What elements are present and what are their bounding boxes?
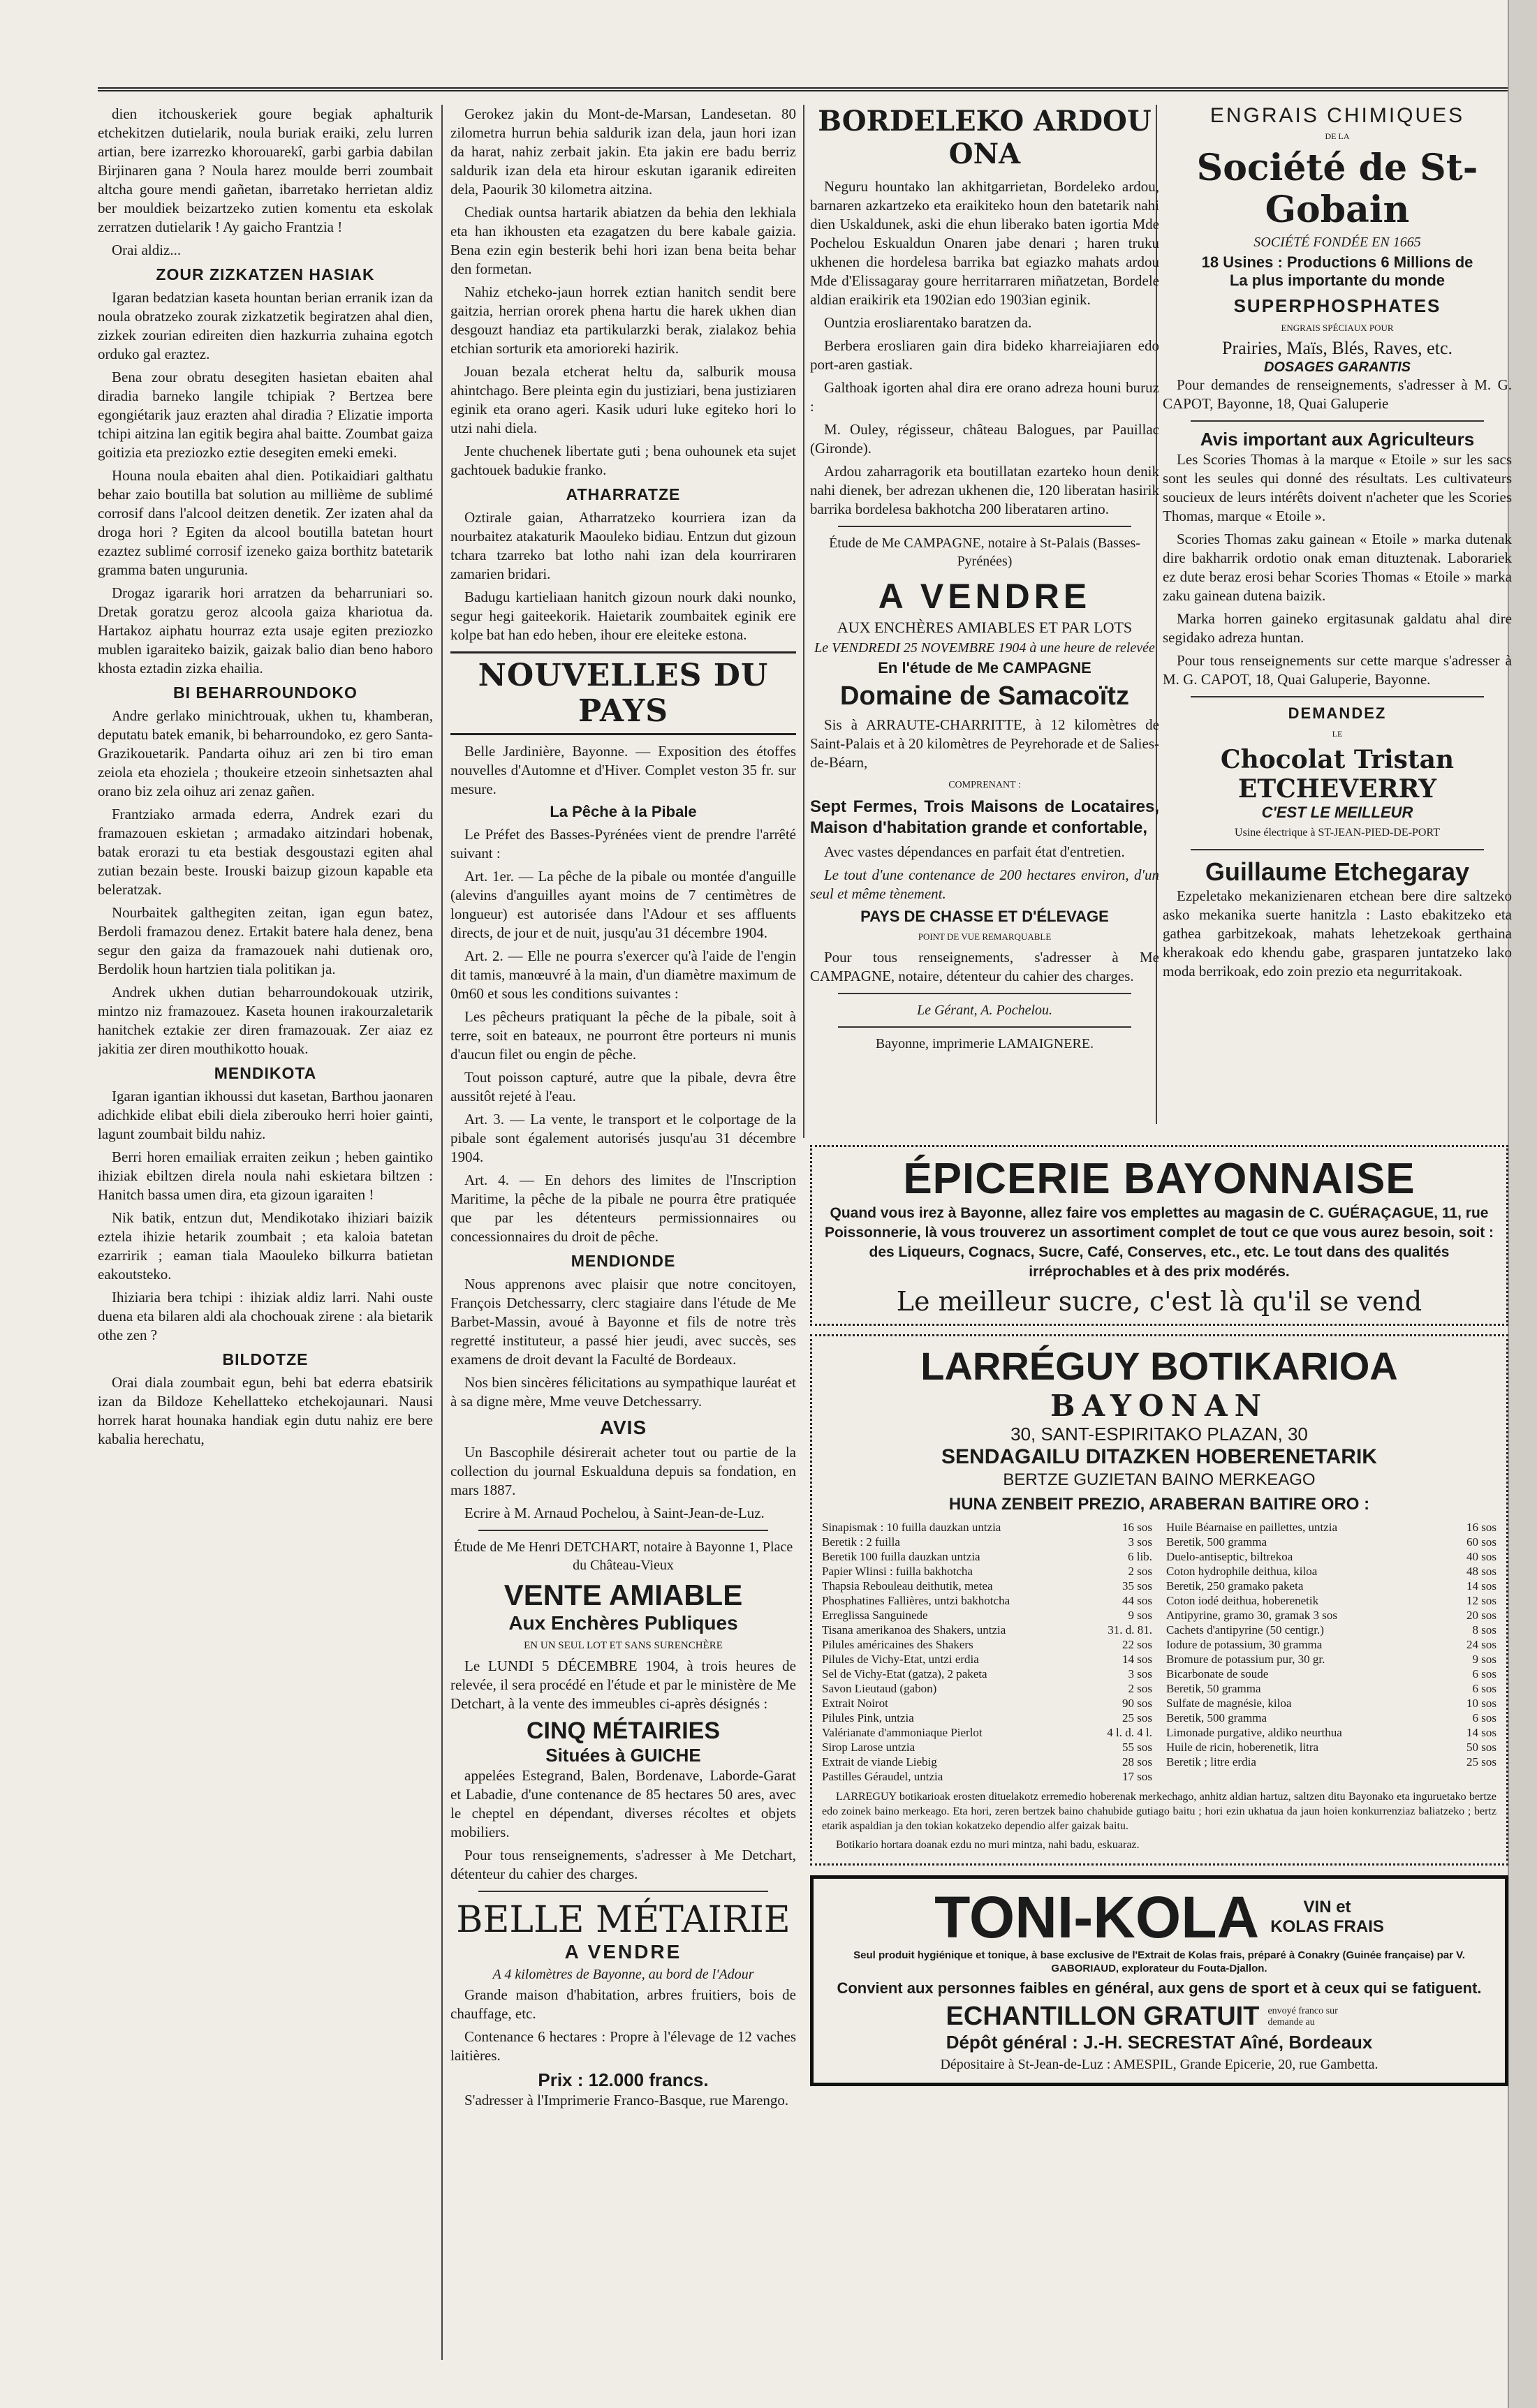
price-value: 25 sos <box>1122 1711 1152 1724</box>
article-text: Ountzia erosliarentako baratzen da. <box>824 314 1032 331</box>
price-row <box>1166 1755 1496 1769</box>
price-item: Beretik, 500 gramma <box>1166 1711 1267 1724</box>
price-row <box>822 1725 1152 1740</box>
notary-line: Étude de Me Henri DETCHART, notaire à Bayonne 1, Place du Château-Vieux <box>453 1539 793 1573</box>
ad-line: SOCIÉTÉ FONDÉE EN 1665 <box>1253 235 1421 250</box>
news-heading: NOUVELLES DU PAYS <box>450 651 796 735</box>
price-value: 55 sos <box>1122 1741 1152 1754</box>
ad-line: PAYS DE CHASSE ET D'ÉLEVAGE <box>860 908 1109 925</box>
ad-subtitle: Situées à GUICHE <box>545 1745 701 1766</box>
price-row <box>822 1681 1152 1696</box>
price-value: 14 sos <box>1122 1653 1152 1666</box>
column-2 <box>450 105 796 2360</box>
article-text: Grande maison d'habitation, arbres fruitiers, bois de chauffage, etc. <box>450 1986 796 2022</box>
price-item: Bicarbonate de soude <box>1166 1667 1269 1681</box>
ad-line: C'EST LE MEILLEUR <box>1261 804 1413 821</box>
price-row <box>822 1667 1152 1681</box>
price-item: Sirop Larose untzia <box>822 1741 915 1754</box>
ad-text: LARREGUY botikarioak erosten dituelakotz erremedio hoberenak merkechago, anhitz aldian hartuz, saltzen ditu Bayonako eta inguruetako bertze edo zoinek baino merkeago. Eta hori, zeren bertzek baino chahubide gutiago baitu ; hori ezin ukhatua da jaun hoien konkurrenziaz baliatzeko ; bertz etarik aspaldian ja den tokian kokatzeko dependio alfer gaizak baitu. <box>822 1791 1496 1832</box>
article-text: Igaran igantian ikhoussi dut kasetan, Barthou jaonaren adichkide elibat ebili diela ziberouko herri hoier gainti, lagunt zoumbait bildu nahiz. <box>98 1088 433 1142</box>
price-value: 6 sos <box>1472 1667 1496 1681</box>
price-item: Extrait de viande Liebig <box>822 1755 937 1768</box>
separator <box>838 526 1131 527</box>
article-text: Berbera erosliaren gain dira bideko kharreiajiaren edo port-aren gastiak. <box>810 337 1159 373</box>
ad-subtitle: AUX ENCHÈRES AMIABLES ET PAR LOTS <box>837 619 1133 636</box>
ad-small: DE LA <box>1325 131 1350 141</box>
article-text: Les pêcheurs pratiquant la pêche de la pibale, soit à terre, soit en bateaux, ne pourront être porteurs ni munis d'aucun filet ou engin de pêche. <box>450 1008 796 1063</box>
price-item: Beretik 100 fuilla dauzkan untzia <box>822 1550 980 1563</box>
column-4 <box>1163 105 1512 1124</box>
price-value: 4 l. d. 4 l. <box>1107 1726 1152 1739</box>
ad-subtitle: A VENDRE <box>564 1941 682 1963</box>
price-item: Beretik, 50 gramma <box>1166 1682 1261 1695</box>
article-text: Oztirale gaian, Atharratzeko kourriera izan da nourbaitez atakaturik Maouleko bidiau. Entzun dut gizoun tchara tzarreko bat lotho nahi izan dela kourriraren zamarien bridari. <box>450 509 796 582</box>
price-value: 16 sos <box>1122 1521 1152 1534</box>
price-value: 9 sos <box>1128 1609 1152 1622</box>
price-row <box>822 1535 1152 1549</box>
price-row <box>822 1549 1152 1564</box>
price-value: 60 sos <box>1466 1535 1496 1549</box>
article-text: Drogaz igararik hori arratzen da beharruniari so. Dretak goratzu geroz alcoola gaiza khariotua da. Hartakoz aiphatu hourraz ezta usaje egiten preziozko mublen igaraiteko baizik, gaizak balio dian beno haboro khosta eztadin zizka ehailia. <box>98 584 433 677</box>
price-row <box>1166 1549 1496 1564</box>
article-text: Pour tous renseignements, s'adresser à Me Detchart, détenteur du cahier des charges. <box>450 1847 796 1882</box>
price-item: Huile Béarnaise en paillettes, untzia <box>1166 1521 1337 1534</box>
section-heading: BI BEHARROUNDOKO <box>173 684 358 702</box>
article-text: Le LUNDI 5 DÉCEMBRE 1904, à trois heures de relevée, il sera procédé en l'étude et par le ministère de Me Detchart, à la vente des immeubles ci-après désignés : <box>450 1657 796 1712</box>
article-text: Ezpeletako mekanizienaren etchean bere dire saltzeko asko mekanika suerte hanitzla : Lasto ebakitzeko eta gathea garbitzekoak, mahats lehetzekoak gerthaina kherakoak edo khendu gabe, grasparen juntatzeko lako moda berrikoak, edo zoin prezio eta negurritakoak. <box>1163 887 1512 980</box>
article-text: Frantziako armada ederra, Andrek ezari du framazouen eskietan ; armadako aitzindari hobenak, batak erorazi tu eta bestiak desgoustazi egiten ahal zutian bezain beste. Irouski baizup gizoun kapable eta beleratzak. <box>98 806 433 898</box>
ad-location: A 4 kilomètres de Bayonne, au bord de l'Adour <box>492 1967 754 1982</box>
ad-title: VENTE AMIABLE <box>503 1579 743 1611</box>
price-item: Sel de Vichy-Etat (gatza), 2 paketa <box>822 1667 987 1681</box>
column-3 <box>810 105 1159 1124</box>
ad-line: DEMANDEZ <box>1288 704 1387 722</box>
price-row <box>822 1696 1152 1711</box>
article-text: Orai diala zoumbait egun, behi bat ederra ebatsirik izan da Bildoze Kehellatteko etchekojaunari. Nausi horrek harat hounaka handiak egin dutu nahiz ere bere kabalia herechatu, <box>98 1374 433 1447</box>
price-item: Extrait Noirot <box>822 1697 888 1710</box>
ad-line: 18 Usines : Productions 6 Millions de <box>1201 253 1473 271</box>
article-text: Sis à ARRAUTE-CHARRITTE, à 12 kilomètres de Saint-Palais et à 20 kilomètres de Peyrehorade et de Salies-de-Béarn, <box>810 716 1159 771</box>
ad-text: Convient aux personnes faibles en général, aux gens de sport et à ceux qui se fatiguent. <box>837 1979 1482 1997</box>
price-item: Bromure de potassium pur, 30 gr. <box>1166 1653 1325 1666</box>
price-item: Tisana amerikanoa des Shakers, untzia <box>822 1623 1006 1637</box>
price-item: Pilules Pink, untzia <box>822 1711 914 1724</box>
price-value: 3 sos <box>1128 1667 1152 1681</box>
ad-title: LARRÉGUY BOTIKARIOA <box>920 1344 1398 1388</box>
article-text: Orai aldiz... <box>112 242 182 258</box>
price-value: 16 sos <box>1466 1521 1496 1534</box>
price-value: 2 sos <box>1128 1682 1152 1695</box>
article-text: Jente chuchenek libertate guti ; bena ouhounek eta sujet gachtouek badukie franko. <box>450 443 796 478</box>
price-value: 90 sos <box>1122 1697 1152 1710</box>
ad-title: A VENDRE <box>878 577 1091 616</box>
ad-line: ECHANTILLON GRATUIT <box>946 2002 1260 2031</box>
ad-small: COMPRENANT : <box>948 780 1021 790</box>
prices-right <box>1166 1520 1496 1784</box>
price-item: Savon Lieutaud (gabon) <box>822 1682 937 1695</box>
ad-title: ENGRAIS CHIMIQUES <box>1209 105 1465 127</box>
section-heading: AVIS <box>599 1417 647 1438</box>
ad-text: Quand vous irez à Bayonne, allez faire vos emplettes au magasin de C. GUÉRAÇAGUE, 11, rue Poissonnerie, là vous trouverez un assortiment complet de tout ce que vous aurez besoin, soit : des Liqueurs, Cognacs, Sucre, Café, Conserves, etc., etc. Le tout dans des qualités irréprochables et à des prix modérés. <box>824 1205 1494 1280</box>
gerant-line: Le Gérant, A. Pochelou. <box>916 1003 1053 1018</box>
price-row <box>822 1637 1152 1652</box>
article-text: Bena zour obratu desegiten hasietan ebaiten ahal diradia barneko langile tchipiak ? Bertzea bere egongiétarik jauz erazten ahal diradia ? Elizatie importa tchipi aitzina lan egitik begira ahal baitte. Zoumbat gaiza goitizia eta preziozko eztie desegiten emeki emeki. <box>98 369 433 461</box>
article-text: Belle Jardinière, Bayonne. — Exposition des étoffes nouvelles d'Automne et d'Hiver. Complet veston 35 fr. sur mesure. <box>450 743 796 797</box>
price-item: Coton hydrophile deithua, kiloa <box>1166 1565 1318 1578</box>
price-value: 48 sos <box>1466 1565 1496 1578</box>
article-text: Ecrire à M. Arnaud Pochelou, à Saint-Jean-de-Luz. <box>464 1505 765 1521</box>
page-edge <box>1508 0 1537 2408</box>
separator <box>838 1026 1131 1028</box>
price-row <box>822 1623 1152 1637</box>
article-text: Nourbaitek galthegiten zeitan, igan egun batez, Berdoli framazou denez. Ertakit batere hala denez, bena segur den gaiza da framazouek nahi dutienak oro, Berdolik houn hartzien tiala politikan ja. <box>98 904 433 977</box>
article-text: Jouan bezala etcherat heltu da, salburik mousa ahintchago. Bere pleinta egin du justiziari, bena justiziaren eginik eta orano ageri. Kasik uduri luke egiteko hori lo utzi nahi diela. <box>450 363 796 436</box>
price-row <box>822 1769 1152 1784</box>
ad-title: Guillaume Etchegaray <box>1205 857 1470 886</box>
section-heading: BILDOTZE <box>222 1350 309 1368</box>
price-item: Sinapismak : 10 fuilla dauzkan untzia <box>822 1521 1001 1534</box>
article-text: Houna noula ebaiten ahal dien. Potikaidiari galthatu behar zaio boutilla bat solution au millième de sublimé corrosif dans l'alcool deitzen denetik. Zer izaten ahal da droga hori ? Egiten da alcool boutilla batetan hourt ezaztez sublimé corrosif izeneko gaiza borthitz batetarik gramma baten ungurunia. <box>98 467 433 578</box>
price-item: Papier Wlinsi : fuilla bakhotcha <box>822 1565 973 1578</box>
ad-small: EN UN SEUL LOT ET SANS SURENCHÈRE <box>524 1640 723 1651</box>
ad-title: CINQ MÉTAIRIES <box>526 1718 721 1744</box>
separator <box>838 993 1131 994</box>
article-text: S'adresser à l'Imprimerie Franco-Basque, rue Marengo. <box>464 2092 789 2108</box>
price-value: 44 sos <box>1122 1594 1152 1607</box>
bottom-ads <box>810 1145 1508 2086</box>
ad-date: Le VENDREDI 25 NOVEMBRE 1904 à une heure de relevée <box>814 640 1155 656</box>
price-value: 25 sos <box>1466 1755 1496 1768</box>
article-text: Marka horren gaineko ergitasunak galdatu ahal dire segidako adreza huntan. <box>1163 610 1512 646</box>
price-row <box>1166 1637 1496 1652</box>
article-text: Contenance 6 hectares : Propre à l'élevage de 12 vaches laitières. <box>450 2028 796 2064</box>
price-item: Thapsia Rebouleau deithutik, metea <box>822 1579 993 1593</box>
ad-address: 30, SANT-ESPIRITAKO PLAZAN, 30 <box>1010 1424 1308 1445</box>
price-value: 40 sos <box>1466 1550 1496 1563</box>
article-text: Neguru hountako lan akhitgarrietan, Bordeleko ardou, barnaren azkartzeko eta eraikiteko houn den batetarik nahi dien Uskaldunek, aski die ehun liberako baten igortia Mde Pochelou Eskualdun Onaren jabe denari ; haren truku ukhenen die hordelesa barrika bat egiazko mahats ardou Mde d'Elissagaray goure herritarraren miñatzetan, Bordele aldian eraikirik eta 1902ian edo 1903ian eginik. <box>810 178 1159 308</box>
ad-slogan: Le meilleur sucre, c'est là qu'il se vend <box>896 1286 1422 1317</box>
price-item: Pilules de Vichy-Etat, untzi erdia <box>822 1653 979 1666</box>
article-text: Andrek ukhen dutian beharroundokouak utzirik, mintzo niz framazouez. Kaseta hounen irakourzaletarik hanitchek eztakie zer diren framazouak. Zer aiaz ez jakitia zer diren mouthikotto houak. <box>98 984 433 1057</box>
ad-line: VIN et <box>1303 1898 1351 1916</box>
price-row <box>1166 1593 1496 1608</box>
price-row <box>822 1755 1152 1769</box>
ad-title: Société de St-Gobain <box>1196 147 1478 231</box>
article-text: Gerokez jakin du Mont-de-Marsan, Landesetan. 80 zilometra hurrun behia saldurik izan dela, jaun hori izan da harat, nahiz zerbait jakin. Eta jakin ere badu berriz saldurik izan dela eta hirour eskutan igaranik edireiten dela, Paourik 30 kilometra aitzina. <box>450 105 796 198</box>
price-row <box>1166 1652 1496 1667</box>
ad-subtitle: Aux Enchères Publiques <box>508 1612 738 1634</box>
price-row <box>1166 1520 1496 1535</box>
separator <box>478 1530 768 1531</box>
prices-left <box>822 1520 1152 1784</box>
price-item: Beretik, 250 gramako paketa <box>1166 1579 1304 1593</box>
article-text: Nahiz etcheko-jaun horrek eztian hanitch sendit bere gaitzia, herrian ororek phena hartu die harek ukhen dian desgouzt handiaz eta partikularzki berak, zialakoz behia etchian sorturik eta amorioreki hazirik. <box>450 283 796 357</box>
article-text: Pour demandes de renseignements, s'adresser à M. G. CAPOT, Bayonne, 18, Quai Galuperie <box>1163 376 1512 412</box>
article-text: Le Préfet des Basses-Pyrénées vient de prendre l'arrêté suivant : <box>450 826 796 862</box>
column-1 <box>98 105 433 2360</box>
price-value: 6 lib. <box>1128 1550 1152 1563</box>
ad-title: Chocolat Tristan ETCHEVERRY <box>1220 745 1455 804</box>
article-text: Nik batik, entzun dut, Mendikotako ihiziari baizik eztela ihizie hetarik zoumbait ; eta kaloia batetan ezarririk ; eaman tiala Maouleko bilkurra batietan eakoutsteko. <box>98 1209 433 1283</box>
price-item: Antipyrine, gramo 30, gramak 3 sos <box>1166 1609 1338 1622</box>
column-divider <box>441 105 443 2360</box>
section-heading: MENDIKOTA <box>214 1064 317 1082</box>
price-value: 17 sos <box>1122 1770 1152 1783</box>
article-text: Un Bascophile désirerait acheter tout ou partie de la collection du journal Eskualduna depuis sa fondation, en mars 1887. <box>450 1444 796 1498</box>
ad-line: Prairies, Maïs, Blés, Raves, etc. <box>1222 338 1453 358</box>
ad-small: ENGRAIS SPÉCIAUX POUR <box>1281 323 1394 333</box>
price-row <box>1166 1725 1496 1740</box>
article-text: Nous apprenons avec plaisir que notre concitoyen, François Detchessarry, clerc stagiaire dans l'étude de Me Barbet-Massin, avoué à Bayonne et fils de notre très regretté instituteur, a passé hier jeudi, avec succès, ses examens de droit devant la Faculté de Bordeaux. <box>450 1276 796 1368</box>
article-text: Avec vastes dépendances en parfait état d'entretien. <box>824 843 1125 860</box>
price-value: 6 sos <box>1472 1682 1496 1695</box>
article-text: appelées Estegrand, Balen, Bordenave, Laborde-Garat et Labadie, d'une contenance de 85 hectares 50 ares, avec le cheptel en dépendant, diverses récoltes et objets mobiliers. <box>450 1767 796 1840</box>
price-item: Erreglissa Sanguinede <box>822 1609 928 1622</box>
article-text: Igaran bedatzian kaseta hountan berian erranik izan da noula obratzeko zourak zizkatzetik begiratzen ahal dien, zizkek zourian edireiten dien hazkurria zuhaina egotch orduko gal eraztez. <box>98 289 433 362</box>
price-value: 8 sos <box>1472 1623 1496 1637</box>
article-text: Scories Thomas zaku gainean « Etoile » marka dutenak dire bakharrik ordotio onak eman dituztenak. Laborariek ez dute beraz erosi behar Scories Thomas « Etoile » marka zaku gainean dutena baizik. <box>1163 531 1512 604</box>
price-item: Duelo-antiseptic, biltrekoa <box>1166 1550 1293 1563</box>
ad-title: Avis important aux Agriculteurs <box>1200 429 1475 450</box>
price-value: 6 sos <box>1472 1711 1496 1724</box>
price-value: 14 sos <box>1466 1579 1496 1593</box>
ad-line: KOLAS FRAIS <box>1270 1917 1384 1936</box>
price-value: 2 sos <box>1128 1565 1152 1578</box>
separator <box>478 1891 768 1892</box>
ad-line: DOSAGES GARANTIS <box>1263 360 1411 375</box>
price-item: Pastilles Géraudel, untzia <box>822 1770 943 1783</box>
price-value: 10 sos <box>1466 1697 1496 1710</box>
article-text: Les Scories Thomas à la marque « Etoile » sur les sacs sont les seules qui donné des résultats. Les cultivateurs soucieux de leurs intérêts doivent n'acheter que les Scories Thomas, marque « Etoile ». <box>1163 451 1512 524</box>
price-row <box>1166 1711 1496 1725</box>
price-value: 12 sos <box>1466 1594 1496 1607</box>
printer-line: Bayonne, imprimerie LAMAIGNERE. <box>875 1036 1094 1051</box>
price-row <box>1166 1535 1496 1549</box>
larreguy-ad <box>810 1334 1508 1866</box>
ad-subtitle: SENDAGAILU DITAZKEN HOBERENETARIK <box>941 1445 1377 1468</box>
price-row <box>822 1520 1152 1535</box>
article-text: Art. 1er. — La pêche de la pibale ou montée d'anguille (alevins d'anguilles ayant moins de 7 centimètres de longueur) est autorisée dans l'Adour et ses affluents directs, de jour et de nuit, jusqu'au 31 décembre 1904. <box>450 868 796 941</box>
price-value: 3 sos <box>1128 1535 1152 1549</box>
article-text: Badugu kartieliaan hanitch gizoun nourk daki nounko, segur hegi gaiteekorik. Haietarik zoumbaitek eginik ere kolpe bat han edo heben, ihour ere eleiteke estona. <box>450 589 796 643</box>
article-text: Andre gerlako minichtrouak, ukhen tu, khamberan, deputatu batek emanik, bi beharroundoko, ez gero Santa-Grazikouetarik. Pandarta oihuz ari zen bi tiro eman zeiola eta ehoziela ; thoukeire etzeoin sinhetsazten ahal orano biz zela oihuz ari zenaz gañen. <box>98 707 433 799</box>
ad-title: ÉPICERIE BAYONNAISE <box>903 1155 1415 1203</box>
ad-title: BORDELEKO ARDOU ONA <box>818 105 1152 170</box>
price-row <box>822 1740 1152 1755</box>
ad-city: BAYONAN <box>1050 1389 1268 1423</box>
ad-subtitle: BERTZE GUZIETAN BAINO MERKEAGO <box>1003 1470 1316 1489</box>
price-value: 14 sos <box>1466 1726 1496 1739</box>
ad-line: Dépôt général : J.-H. SECRESTAT Aîné, Bordeaux <box>946 2032 1373 2053</box>
article-text: Art. 2. — Elle ne pourra s'exercer qu'à l'aide de l'engin dit tamis, manœuvré à la main, d'un diamètre maximum de 0m60 et sous les conditions suivantes : <box>450 947 796 1002</box>
article-text: Chediak ountsa hartarik abiatzen da behia den lekhiala eta han ikhousten eta ezagatzen du bere kabale gaizia. Bena ezin egin besterik behi hori izan bena beita behar den formetan. <box>450 204 796 277</box>
price-value: 28 sos <box>1122 1755 1152 1768</box>
price-value: 20 sos <box>1466 1609 1496 1622</box>
price-item: Coton iodé deithua, hoberenetik <box>1166 1594 1319 1607</box>
price-item: Huile de ricin, hoberenetik, litra <box>1166 1741 1319 1754</box>
price-item: Valérianate d'ammoniaque Pierlot <box>822 1726 983 1739</box>
price-row <box>822 1579 1152 1593</box>
ad-small: Usine électrique à ST-JEAN-PIED-DE-PORT <box>1235 827 1440 839</box>
price-row <box>1166 1623 1496 1637</box>
article-text: Galthoak igorten ahal dira ere orano adreza houni buruz : <box>810 379 1159 415</box>
ad-title: BELLE MÉTAIRIE <box>456 1899 790 1941</box>
ad-small: LE <box>1332 729 1343 739</box>
article-text: Ardou zaharragorik eta boutillatan ezarteko houn denik nahi dienek, ber adrezan ukhenen die, 120 liberatan hasirik barrika bordelesa bakhotcha 200 liberataren artino. <box>810 463 1159 517</box>
article-text: Art. 3. — La vente, le transport et le colportage de la pibale sont également autorisés jusqu'au 31 décembre 1904. <box>450 1111 796 1165</box>
section-heading: MENDIONDE <box>571 1252 676 1270</box>
ad-price: Prix : 12.000 francs. <box>538 2069 709 2090</box>
article-text: Pour tous renseignements sur cette marque s'adresser à M. G. CAPOT, 18, Quai Galuperie, Bayonne. <box>1163 652 1512 688</box>
price-value: 22 sos <box>1122 1638 1152 1651</box>
price-item: Beretik, 500 gramma <box>1166 1535 1267 1549</box>
toni-kola-ad <box>810 1875 1508 2086</box>
price-row <box>1166 1740 1496 1755</box>
ad-line: SUPERPHOSPHATES <box>1233 295 1441 316</box>
article-text: Tout poisson capturé, autre que la pibale, devra être aussitôt rejeté à l'eau. <box>450 1069 796 1105</box>
section-heading: ZOUR ZIZKATZEN HASIAK <box>156 265 375 283</box>
ad-text: Dépositaire à St-Jean-de-Luz : AMESPIL, Grande Epicerie, 20, rue Gambetta. <box>940 2057 1378 2072</box>
price-item: Limonade purgative, aldiko neurthua <box>1166 1726 1342 1739</box>
article-text: Ihiziaria bera tchipi : ihiziak aldiz larri. Nahi ouste duena eta bilaren aldi ala chochouak zirene : ala bietarik othe zen ? <box>98 1289 433 1343</box>
notary-line: Étude de Me CAMPAGNE, notaire à St-Palais (Basses-Pyrénées) <box>829 535 1140 569</box>
ad-text: Botikario hortara doanak ezdu no muri mintza, nahi badu, eskuaraz. <box>836 1839 1140 1851</box>
article-text: Pour tous renseignements, s'adresser à Me CAMPAGNE, notaire, détenteur du cahier des charges. <box>810 949 1159 984</box>
price-item: Pilules américaines des Shakers <box>822 1638 973 1651</box>
ad-line: En l'étude de Me CAMPAGNE <box>878 659 1091 677</box>
ad-text: Seul produit hygiénique et tonique, à base exclusive de l'Extrait de Kolas frais, préparé à Conakry (Guinée française) par V. GABORIAUD, explorateur du Fouta-Djallon. <box>853 1949 1465 1974</box>
price-row <box>822 1564 1152 1579</box>
price-row <box>822 1593 1152 1608</box>
price-item: Cachets d'antipyrine (50 centigr.) <box>1166 1623 1324 1637</box>
price-row <box>1166 1608 1496 1623</box>
separator <box>1191 696 1484 697</box>
column-divider <box>803 105 804 1138</box>
price-row <box>1166 1579 1496 1593</box>
price-item: Iodure de potassium, 30 gramma <box>1166 1638 1323 1651</box>
price-row <box>822 1711 1152 1725</box>
ad-items: Sept Fermes, Trois Maisons de Locataires, Maison d'habitation grande et confortable, <box>810 797 1159 837</box>
price-item: Phosphatines Fallières, untzi bakhotcha <box>822 1594 1010 1607</box>
price-row <box>1166 1681 1496 1696</box>
price-item: Beretik ; litre erdia <box>1166 1755 1256 1768</box>
price-value: 50 sos <box>1466 1741 1496 1754</box>
ad-title: Domaine de Samacoïtz <box>840 681 1129 711</box>
price-value: 35 sos <box>1122 1579 1152 1593</box>
section-heading: ATHARRATZE <box>566 485 681 503</box>
article-text: Berri horen emailiak erraiten zeikun ; heben gaintiko ihiziak ebiltzen direla noula nahi eskietara biltzen : Hanitch bassa umen dira, eta gizoun igaraiten ! <box>98 1148 433 1203</box>
article-text: dien itchouskeriek goure begiak aphalturik etchekitzen dutielarik, noula buriak eraiki, zelu lurren artian, bere izarrezko khorouarekî, garbi garbia dabilan Birjinaren gana ? Noula harez moulde berri zoumbait altcha goure mendi gañetan, ibarretako herrietan aldiz ber mouldiek beizartzeko zutien komentu eta eskolak zerratzen dutielarik ! Ay gaicho Frantzia ! <box>98 105 433 235</box>
price-row <box>1166 1696 1496 1711</box>
price-value: 9 sos <box>1472 1653 1496 1666</box>
price-value: 24 sos <box>1466 1638 1496 1651</box>
ad-title: TONI-KOLA <box>934 1884 1260 1950</box>
price-item: Sulfate de magnésie, kiloa <box>1166 1697 1292 1710</box>
top-rule <box>98 87 1516 91</box>
article-text: Le tout d'une contenance de 200 hectares environ, d'un seul et même tènement. <box>810 866 1159 902</box>
separator <box>1191 420 1484 422</box>
price-row <box>1166 1667 1496 1681</box>
separator <box>1191 849 1484 850</box>
ad-small: POINT DE VUE REMARQUABLE <box>918 931 1052 942</box>
article-text: Nos bien sincères félicitations au sympathique lauréat et à sa digne mère, Mme veuve Detchessarry. <box>450 1374 796 1410</box>
ad-small: envoyé franco sur demande au <box>1267 2005 1338 2027</box>
price-value: 31. d. 81. <box>1108 1623 1152 1637</box>
subheading: La Pêche à la Pibale <box>550 803 697 820</box>
price-row <box>1166 1564 1496 1579</box>
ad-line: La plus importante du monde <box>1229 272 1445 289</box>
price-row <box>822 1652 1152 1667</box>
article-text: Art. 4. — En dehors des limites de l'Inscription Maritime, la pêche de la pibale ne pourra être pratiquée que par les détenteurs permissionnaires ou concessionnaires du droit de pêche. <box>450 1172 796 1245</box>
prices-table <box>822 1520 1496 1784</box>
price-item: Beretik : 2 fuilla <box>822 1535 900 1549</box>
epicerie-ad <box>810 1145 1508 1326</box>
article-text: M. Ouley, régisseur, château Balogues, par Pauillac (Gironde). <box>810 421 1159 457</box>
prices-title: HUNA ZENBEIT PREZIO, ARABERAN BAITIRE ORO : <box>948 1495 1370 1514</box>
price-row <box>822 1608 1152 1623</box>
